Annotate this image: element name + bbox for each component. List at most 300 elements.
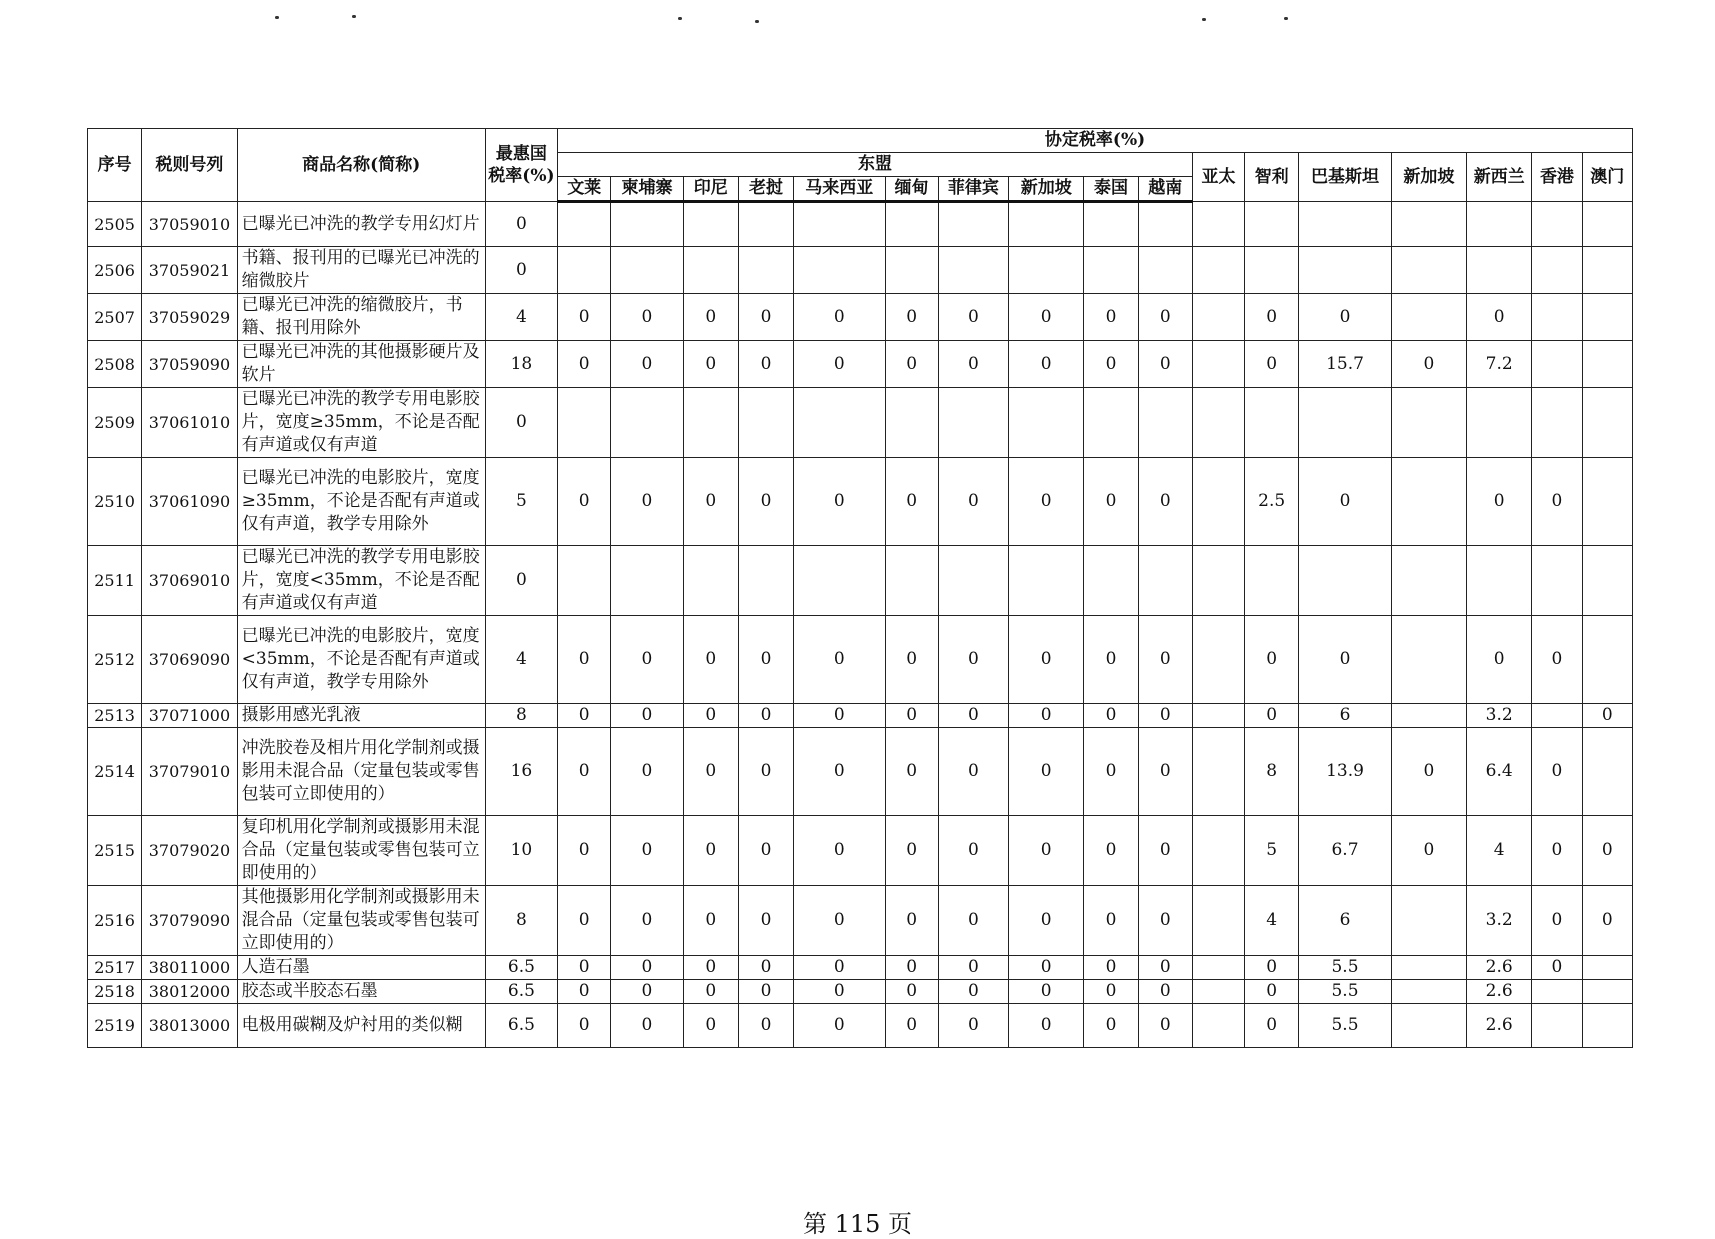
row-rate — [1532, 546, 1582, 616]
row-rate: 0 — [1391, 341, 1466, 388]
row-seq: 2516 — [88, 886, 142, 956]
row-rate — [1532, 980, 1582, 1004]
table-header — [88, 129, 1633, 202]
row-seq: 2505 — [88, 202, 142, 247]
row-rate: 0 — [738, 956, 793, 980]
row-rate: 0 — [738, 886, 793, 956]
row-code: 38013000 — [142, 1004, 237, 1048]
row-rate: 0 — [938, 886, 1008, 956]
row-rate: 0 — [1532, 886, 1582, 956]
table-row — [88, 546, 1633, 616]
header-other: 澳门 — [1582, 153, 1632, 202]
table-row — [88, 388, 1633, 458]
row-rate: 0 — [794, 816, 885, 886]
row-rate: 0 — [738, 816, 793, 886]
row-name: 已曝光已冲洗的教学专用幻灯片 — [237, 202, 485, 247]
row-rate: 0 — [738, 294, 793, 341]
row-rate: 0 — [794, 886, 885, 956]
row-rate: 0 — [1009, 816, 1084, 886]
row-rate: 0 — [1009, 1004, 1084, 1048]
row-rate — [1192, 886, 1244, 956]
row-rate: 0 — [738, 341, 793, 388]
row-code: 38012000 — [142, 980, 237, 1004]
row-rate: 0 — [1084, 704, 1138, 728]
row-rate: 0 — [1391, 728, 1466, 816]
row-rate: 6.7 — [1299, 816, 1391, 886]
row-code: 37061090 — [142, 458, 237, 546]
row-rate: 0 — [738, 728, 793, 816]
row-rate: 3.2 — [1467, 886, 1532, 956]
row-rate — [558, 247, 611, 294]
row-rate — [1582, 616, 1632, 704]
row-rate: 0 — [1532, 728, 1582, 816]
row-rate — [794, 202, 885, 247]
row-rate: 0 — [885, 956, 938, 980]
row-rate: 0 — [1138, 294, 1192, 341]
table-row — [88, 704, 1633, 728]
row-rate: 3.2 — [1467, 704, 1532, 728]
row-rate: 0 — [885, 341, 938, 388]
row-rate: 0 — [1299, 294, 1391, 341]
row-rate: 0 — [683, 616, 738, 704]
row-rate: 0 — [558, 980, 611, 1004]
row-rate: 0 — [938, 294, 1008, 341]
row-rate: 15.7 — [1299, 341, 1391, 388]
row-name: 胶态或半胶态石墨 — [237, 980, 485, 1004]
row-rate — [1582, 1004, 1632, 1048]
row-rate — [1192, 202, 1244, 247]
row-rate: 0 — [885, 294, 938, 341]
row-rate — [1084, 202, 1138, 247]
row-rate — [1467, 546, 1532, 616]
scan-speck — [755, 20, 759, 23]
row-rate — [1192, 704, 1244, 728]
header-other: 新加坡 — [1391, 153, 1466, 202]
row-rate: 4 — [1467, 816, 1532, 886]
row-rate: 0 — [611, 458, 683, 546]
row-seq: 2506 — [88, 247, 142, 294]
row-rate — [683, 546, 738, 616]
row-code: 37079090 — [142, 886, 237, 956]
row-mfn-rate: 0 — [485, 202, 557, 247]
row-rate — [558, 546, 611, 616]
header-asean: 东盟 — [558, 153, 1193, 177]
row-rate: 0 — [1138, 728, 1192, 816]
row-rate: 0 — [938, 1004, 1008, 1048]
row-rate — [1582, 294, 1632, 341]
row-rate — [1138, 202, 1192, 247]
header-other: 新西兰 — [1467, 153, 1532, 202]
row-rate — [1582, 728, 1632, 816]
row-rate — [683, 247, 738, 294]
row-rate: 0 — [1084, 886, 1138, 956]
row-rate: 0 — [1138, 704, 1192, 728]
header-asean-member: 泰国 — [1084, 177, 1138, 202]
row-rate: 0 — [558, 294, 611, 341]
row-rate — [1299, 546, 1391, 616]
row-rate — [1391, 704, 1466, 728]
row-rate — [1582, 980, 1632, 1004]
table-row — [88, 616, 1633, 704]
row-rate — [1245, 202, 1299, 247]
row-rate: 0 — [794, 1004, 885, 1048]
row-rate — [1192, 546, 1244, 616]
row-rate: 8 — [1245, 728, 1299, 816]
scan-speck — [352, 15, 356, 18]
row-rate — [885, 388, 938, 458]
row-rate — [1582, 388, 1632, 458]
row-rate: 0 — [885, 704, 938, 728]
row-rate: 0 — [611, 728, 683, 816]
row-rate: 0 — [1084, 980, 1138, 1004]
row-rate — [611, 202, 683, 247]
row-seq: 2517 — [88, 956, 142, 980]
row-seq: 2514 — [88, 728, 142, 816]
row-rate — [738, 247, 793, 294]
row-rate — [1391, 247, 1466, 294]
row-rate: 5.5 — [1299, 980, 1391, 1004]
row-mfn-rate: 4 — [485, 616, 557, 704]
row-rate — [794, 546, 885, 616]
header-asean-member: 文莱 — [558, 177, 611, 202]
row-rate: 0 — [683, 1004, 738, 1048]
row-rate — [1192, 816, 1244, 886]
row-rate: 6 — [1299, 886, 1391, 956]
row-rate: 0 — [1084, 616, 1138, 704]
row-rate — [938, 388, 1008, 458]
row-rate: 0 — [794, 616, 885, 704]
row-rate — [1391, 980, 1466, 1004]
row-rate: 0 — [683, 341, 738, 388]
table-row — [88, 1004, 1633, 1048]
row-name: 已曝光已冲洗的教学专用电影胶片，宽度≥35mm，不论是否配有声道或仅有声道 — [237, 388, 485, 458]
row-rate — [683, 388, 738, 458]
row-rate: 0 — [1245, 1004, 1299, 1048]
row-rate — [1467, 202, 1532, 247]
row-rate: 0 — [1138, 616, 1192, 704]
row-rate — [1532, 704, 1582, 728]
row-rate: 0 — [1245, 956, 1299, 980]
row-mfn-rate: 0 — [485, 546, 557, 616]
table-row — [88, 247, 1633, 294]
header-asean-member: 老挝 — [738, 177, 793, 202]
row-code: 38011000 — [142, 956, 237, 980]
table-row — [88, 341, 1633, 388]
row-rate — [938, 247, 1008, 294]
row-rate — [885, 546, 938, 616]
row-rate: 0 — [1138, 886, 1192, 956]
table-row — [88, 956, 1633, 980]
row-rate: 0 — [938, 728, 1008, 816]
row-rate: 0 — [1009, 341, 1084, 388]
row-rate — [611, 546, 683, 616]
row-rate: 0 — [558, 1004, 611, 1048]
row-rate: 0 — [1245, 980, 1299, 1004]
row-rate: 0 — [1245, 341, 1299, 388]
row-name: 电极用碳糊及炉衬用的类似糊 — [237, 1004, 485, 1048]
row-rate — [1299, 202, 1391, 247]
row-rate: 0 — [558, 704, 611, 728]
header-seq: 序号 — [88, 129, 142, 202]
row-rate: 0 — [738, 458, 793, 546]
row-rate: 0 — [885, 816, 938, 886]
row-rate — [1391, 458, 1466, 546]
scan-speck — [1202, 18, 1206, 21]
row-rate: 0 — [1467, 458, 1532, 546]
header-asean-member: 柬埔寨 — [611, 177, 683, 202]
row-rate — [1138, 247, 1192, 294]
row-code: 37079020 — [142, 816, 237, 886]
row-rate — [1391, 294, 1466, 341]
row-rate — [611, 247, 683, 294]
row-rate: 0 — [683, 886, 738, 956]
header-agreement: 协定税率(%) — [558, 129, 1633, 153]
row-rate: 0 — [1009, 294, 1084, 341]
row-rate — [683, 202, 738, 247]
row-rate — [1391, 616, 1466, 704]
row-mfn-rate: 6.5 — [485, 1004, 557, 1048]
row-rate: 0 — [1138, 816, 1192, 886]
header-name: 商品名称(简称) — [237, 129, 485, 202]
row-rate — [1138, 388, 1192, 458]
row-seq: 2511 — [88, 546, 142, 616]
row-rate: 0 — [738, 616, 793, 704]
header-mfn: 最惠国税率(%) — [485, 129, 557, 202]
page-number: 第 115 页 — [802, 1210, 913, 1238]
row-rate: 0 — [1299, 458, 1391, 546]
row-rate: 6.4 — [1467, 728, 1532, 816]
row-rate: 0 — [938, 458, 1008, 546]
row-rate: 0 — [885, 728, 938, 816]
row-rate: 0 — [558, 341, 611, 388]
row-code: 37079010 — [142, 728, 237, 816]
row-rate — [1245, 546, 1299, 616]
row-rate — [1391, 388, 1466, 458]
row-rate: 0 — [1009, 956, 1084, 980]
row-rate: 0 — [683, 458, 738, 546]
header-other: 智利 — [1245, 153, 1299, 202]
row-rate — [1391, 886, 1466, 956]
row-mfn-rate: 10 — [485, 816, 557, 886]
row-rate: 0 — [1391, 816, 1466, 886]
row-rate: 0 — [1084, 728, 1138, 816]
row-rate: 0 — [1245, 616, 1299, 704]
row-code: 37061010 — [142, 388, 237, 458]
row-seq: 2513 — [88, 704, 142, 728]
row-mfn-rate: 5 — [485, 458, 557, 546]
row-rate — [1009, 202, 1084, 247]
row-rate: 0 — [611, 294, 683, 341]
row-rate: 2.6 — [1467, 956, 1532, 980]
row-rate: 0 — [794, 341, 885, 388]
header-other: 香港 — [1532, 153, 1582, 202]
row-rate: 0 — [558, 458, 611, 546]
scan-speck — [678, 17, 682, 20]
row-seq: 2508 — [88, 341, 142, 388]
row-rate — [885, 202, 938, 247]
row-code: 37059090 — [142, 341, 237, 388]
row-seq: 2507 — [88, 294, 142, 341]
row-rate: 7.2 — [1467, 341, 1532, 388]
row-rate: 2.6 — [1467, 1004, 1532, 1048]
row-mfn-rate: 18 — [485, 341, 557, 388]
row-name: 人造石墨 — [237, 956, 485, 980]
row-rate: 0 — [885, 980, 938, 1004]
row-rate — [885, 247, 938, 294]
row-seq: 2519 — [88, 1004, 142, 1048]
row-rate — [794, 388, 885, 458]
tariff-table — [87, 128, 1633, 1048]
row-code: 37059010 — [142, 202, 237, 247]
table-row — [88, 886, 1633, 956]
row-rate: 0 — [611, 1004, 683, 1048]
row-name: 书籍、报刊用的已曝光已冲洗的缩微胶片 — [237, 247, 485, 294]
row-rate — [1299, 388, 1391, 458]
row-rate — [1192, 980, 1244, 1004]
row-rate — [1192, 458, 1244, 546]
row-rate: 0 — [683, 294, 738, 341]
row-rate: 0 — [1138, 956, 1192, 980]
row-rate: 0 — [1009, 616, 1084, 704]
row-rate: 0 — [683, 956, 738, 980]
header-asean-member: 菲律宾 — [938, 177, 1008, 202]
row-name: 已曝光已冲洗的其他摄影硬片及软片 — [237, 341, 485, 388]
row-rate — [1391, 1004, 1466, 1048]
row-rate — [1084, 546, 1138, 616]
row-rate: 0 — [794, 956, 885, 980]
row-rate: 0 — [1084, 956, 1138, 980]
row-name: 复印机用化学制剂或摄影用未混合品（定量包装或零售包装可立即使用的） — [237, 816, 485, 886]
row-rate: 5.5 — [1299, 1004, 1391, 1048]
row-rate — [738, 546, 793, 616]
row-rate — [1084, 388, 1138, 458]
row-rate: 0 — [1084, 294, 1138, 341]
row-mfn-rate: 4 — [485, 294, 557, 341]
table-body — [88, 202, 1633, 1048]
row-rate — [1245, 247, 1299, 294]
row-rate: 0 — [1467, 294, 1532, 341]
row-rate — [1084, 247, 1138, 294]
row-rate — [1532, 341, 1582, 388]
row-rate: 2.6 — [1467, 980, 1532, 1004]
row-seq: 2518 — [88, 980, 142, 1004]
row-name: 其他摄影用化学制剂或摄影用未混合品（定量包装或零售包装可立即使用的） — [237, 886, 485, 956]
row-rate: 0 — [611, 956, 683, 980]
row-rate — [794, 247, 885, 294]
header-row-1 — [88, 129, 1633, 153]
row-code: 37059029 — [142, 294, 237, 341]
row-code: 37071000 — [142, 704, 237, 728]
row-rate: 0 — [1467, 616, 1532, 704]
row-rate — [1391, 956, 1466, 980]
row-rate — [1138, 546, 1192, 616]
table-row — [88, 728, 1633, 816]
row-code: 37069010 — [142, 546, 237, 616]
row-rate — [1532, 1004, 1582, 1048]
header-code: 税则号列 — [142, 129, 237, 202]
row-rate: 0 — [683, 728, 738, 816]
header-other: 亚太 — [1192, 153, 1244, 202]
row-rate: 0 — [1084, 341, 1138, 388]
row-rate — [738, 388, 793, 458]
row-rate: 5.5 — [1299, 956, 1391, 980]
row-rate: 0 — [1532, 956, 1582, 980]
row-rate: 0 — [611, 616, 683, 704]
row-rate — [1299, 247, 1391, 294]
row-rate: 0 — [683, 704, 738, 728]
row-rate — [558, 388, 611, 458]
row-mfn-rate: 8 — [485, 886, 557, 956]
row-rate: 2.5 — [1245, 458, 1299, 546]
row-rate: 0 — [558, 886, 611, 956]
row-name: 已曝光已冲洗的电影胶片，宽度≥35mm，不论是否配有声道或仅有声道，教学专用除外 — [237, 458, 485, 546]
row-rate — [611, 388, 683, 458]
row-rate: 0 — [611, 980, 683, 1004]
row-rate — [938, 202, 1008, 247]
row-rate: 0 — [611, 704, 683, 728]
row-rate: 0 — [1138, 1004, 1192, 1048]
row-rate — [1009, 388, 1084, 458]
row-rate — [1192, 388, 1244, 458]
row-rate — [1009, 247, 1084, 294]
row-rate: 0 — [1084, 1004, 1138, 1048]
row-rate: 0 — [885, 616, 938, 704]
header-asean-member: 新加坡 — [1009, 177, 1084, 202]
row-rate: 0 — [1532, 458, 1582, 546]
row-rate: 0 — [1245, 704, 1299, 728]
row-rate: 0 — [1582, 816, 1632, 886]
row-rate: 0 — [885, 1004, 938, 1048]
scan-speck — [275, 16, 279, 19]
row-rate: 0 — [1084, 816, 1138, 886]
header-asean-member: 马来西亚 — [794, 177, 885, 202]
row-rate — [938, 546, 1008, 616]
row-rate: 0 — [1245, 294, 1299, 341]
row-rate — [1467, 247, 1532, 294]
row-rate: 0 — [1138, 458, 1192, 546]
row-rate: 0 — [558, 616, 611, 704]
row-rate: 0 — [1299, 616, 1391, 704]
row-rate — [1391, 202, 1466, 247]
row-rate: 6 — [1299, 704, 1391, 728]
row-rate — [1192, 1004, 1244, 1048]
row-rate — [1192, 616, 1244, 704]
row-rate: 0 — [611, 886, 683, 956]
row-rate — [1192, 728, 1244, 816]
row-rate: 0 — [1009, 980, 1084, 1004]
row-rate — [738, 202, 793, 247]
table-row — [88, 458, 1633, 546]
row-rate: 0 — [558, 816, 611, 886]
row-rate — [1532, 294, 1582, 341]
row-rate: 0 — [938, 956, 1008, 980]
row-rate — [1009, 546, 1084, 616]
row-rate: 0 — [1582, 704, 1632, 728]
row-rate: 0 — [794, 980, 885, 1004]
row-rate: 0 — [611, 341, 683, 388]
row-rate: 0 — [1532, 616, 1582, 704]
table-row — [88, 294, 1633, 341]
row-seq: 2510 — [88, 458, 142, 546]
row-rate: 0 — [558, 956, 611, 980]
header-asean-member: 缅甸 — [885, 177, 938, 202]
row-name: 冲洗胶卷及相片用化学制剂或摄影用未混合品（定量包装或零售包装可立即使用的） — [237, 728, 485, 816]
row-rate: 0 — [885, 886, 938, 956]
scan-speck — [1284, 17, 1288, 20]
row-seq: 2509 — [88, 388, 142, 458]
row-rate — [1192, 956, 1244, 980]
row-rate: 0 — [1138, 341, 1192, 388]
